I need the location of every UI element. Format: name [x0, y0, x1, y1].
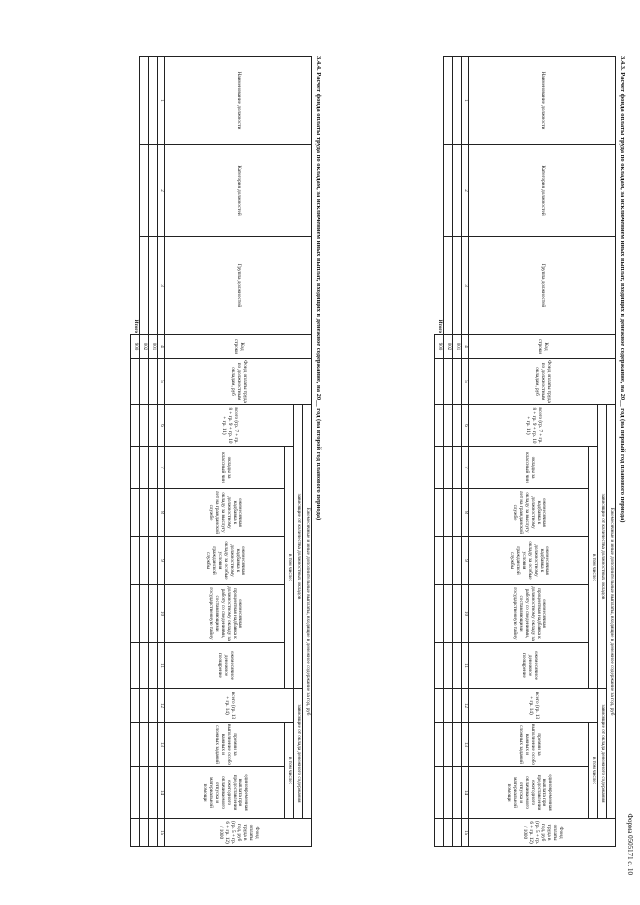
col-number: 10: [158, 585, 165, 643]
cell-position-name[interactable]: [453, 57, 462, 145]
col-number: 13: [158, 723, 165, 767]
cell-value[interactable]: [453, 643, 462, 689]
total-label: Итого: [436, 319, 442, 333]
col-number: 11: [158, 643, 165, 689]
col-number: 10: [462, 585, 469, 643]
cell-total[interactable]: [131, 723, 140, 767]
header-dependent-count: зависящие от количества должностных окладов: [598, 405, 607, 689]
cell-total[interactable]: [435, 689, 444, 723]
header-special-conditions: ежемесячная надбавка к должностному окладу за особые условия гражданской службы: [165, 537, 285, 585]
cell-total[interactable]: [435, 723, 444, 767]
cell-value[interactable]: [444, 537, 453, 585]
cell-total[interactable]: [131, 819, 140, 847]
row-code: 002: [140, 335, 149, 359]
cell-value[interactable]: [444, 489, 453, 537]
col-number: 5: [158, 359, 165, 405]
cell-value[interactable]: [140, 689, 149, 723]
col-number: 12: [158, 689, 165, 723]
cell-value[interactable]: [149, 447, 158, 489]
cell-value[interactable]: [444, 819, 453, 847]
header-vacation: единовременная выплата при предоставлении ежегодного оплачиваемого отпуска и материальной помощи: [165, 767, 285, 819]
total-row: [435, 57, 444, 847]
cell-value[interactable]: [149, 643, 158, 689]
header-incl-b: в том числе:: [589, 723, 598, 819]
table-row: [444, 57, 453, 847]
header-seniority: ежемесячная надбавка к должностному окладу за выслугу лет на гражданской службе: [165, 489, 285, 537]
col-number: 14: [462, 767, 469, 819]
cell-value[interactable]: [140, 767, 149, 819]
header-total-b: всего (гр. 13 + гр. 14): [469, 689, 598, 723]
cell-total[interactable]: [131, 537, 140, 585]
header-rank-pay: оклады за классный чин: [469, 447, 589, 489]
header-row-code: Код строки: [469, 335, 616, 359]
col-number: 9: [462, 537, 469, 585]
col-number: 8: [158, 489, 165, 537]
cell-value[interactable]: [444, 767, 453, 819]
header-special-tasks: премии за выполнение особо важных и сложных заданий: [165, 723, 285, 767]
cell-total[interactable]: [131, 689, 140, 723]
header-position-name: Наименование должности: [469, 57, 616, 145]
cell-value[interactable]: [140, 585, 149, 643]
header-salary-fund: Фонд оплаты труда по должностным окладам, руб: [165, 359, 312, 405]
cell-value[interactable]: [140, 723, 149, 767]
header-incl: в том числе:: [285, 447, 294, 689]
table-343: [434, 56, 616, 847]
table-344: [130, 56, 312, 847]
col-number: 12: [462, 689, 469, 723]
cell-value[interactable]: [444, 585, 453, 643]
cell-value[interactable]: [444, 723, 453, 767]
cell-value[interactable]: [140, 447, 149, 489]
cell-value[interactable]: [140, 405, 149, 447]
cell-value[interactable]: [149, 723, 158, 767]
cell-category[interactable]: [453, 145, 462, 237]
cell-value[interactable]: [149, 489, 158, 537]
cell-total[interactable]: [435, 819, 444, 847]
row-code: 001: [453, 335, 462, 359]
header-total-a: всего (гр. 7 + гр. 8 + гр. 9 + гр. 10 + гр. 11): [165, 405, 294, 447]
header-bonus: ежемесячное денежное поощрение: [469, 643, 589, 689]
col-number: 6: [462, 405, 469, 447]
header-dependent-count: зависящие от количества должностных окладов: [294, 405, 303, 689]
header-total-b: всего (гр. 13 + гр. 14): [165, 689, 294, 723]
header-position-category: Категория должностей: [469, 145, 616, 237]
col-number: 8: [462, 489, 469, 537]
cell-total[interactable]: [435, 643, 444, 689]
header-position-name: Наименование должности: [165, 57, 312, 145]
header-special-conditions: ежемесячная надбавка к должностному окладу за особые условия гражданской службы: [469, 537, 589, 585]
cell-total[interactable]: [131, 405, 140, 447]
header-vacation: единовременная выплата при предоставлении ежегодного оплачиваемого отпуска и материальной помощи: [469, 767, 589, 819]
col-number: 7: [158, 447, 165, 489]
col-number: 4: [462, 335, 469, 359]
table-row: [453, 57, 462, 847]
cell-value[interactable]: [453, 489, 462, 537]
cell-total[interactable]: [131, 585, 140, 643]
table-row: [149, 57, 158, 847]
total-code: 900: [435, 335, 444, 359]
cell-value[interactable]: [140, 537, 149, 585]
col-number: 4: [158, 335, 165, 359]
cell-total[interactable]: [131, 643, 140, 689]
col-number: 9: [158, 537, 165, 585]
header-row-code: Код строки: [165, 335, 312, 359]
header-state-secret: ежемесячная процентная надбавка к должностному окладу за работу со сведениями, составляющими государственную тайну: [469, 585, 589, 643]
cell-value[interactable]: [453, 767, 462, 819]
header-position-group: Группа должностей: [469, 237, 616, 335]
cell-total[interactable]: [435, 537, 444, 585]
header-incl-b: в том числе:: [285, 723, 294, 819]
header-fund-total: Фонд оплаты труда в год, руб (гр. 5 + гр. 6 + гр. 12) / 1000: [469, 819, 616, 847]
cell-value[interactable]: [453, 447, 462, 489]
total-row: [131, 57, 140, 847]
cell-value[interactable]: [149, 767, 158, 819]
col-number: 1: [158, 57, 165, 145]
cell-value[interactable]: [453, 689, 462, 723]
col-number: 2: [462, 145, 469, 237]
cell-value[interactable]: [453, 585, 462, 643]
col-number: 11: [462, 643, 469, 689]
cell-value[interactable]: [444, 689, 453, 723]
cell-position-name[interactable]: [149, 57, 158, 145]
total-label: Итого: [132, 319, 138, 333]
cell-value[interactable]: [444, 643, 453, 689]
header-seniority: ежемесячная надбавка к должностному окладу за выслугу лет на гражданской службе: [469, 489, 589, 537]
header-extra-payments: Ежемесячные и иные дополнительные выплаты, входящие в денежное содержание за год, руб: [303, 405, 312, 819]
cell-value[interactable]: [444, 359, 453, 405]
cell-total[interactable]: [435, 489, 444, 537]
header-salary-fund: Фонд оплаты труда по должностным окладам, руб: [469, 359, 616, 405]
cell-value[interactable]: [453, 819, 462, 847]
header-bonus: ежемесячное денежное поощрение: [165, 643, 285, 689]
cell-group[interactable]: [444, 237, 453, 335]
cell-category[interactable]: [140, 145, 149, 237]
cell-position-name[interactable]: [444, 57, 453, 145]
col-number: 7: [462, 447, 469, 489]
header-dependent-salary: зависящие от оклада денежного содержания: [294, 689, 303, 819]
cell-total[interactable]: [435, 359, 444, 405]
col-number: 1: [462, 57, 469, 145]
column-numbers-row: [462, 57, 469, 847]
cell-group[interactable]: [140, 237, 149, 335]
cell-total[interactable]: [435, 447, 444, 489]
col-number: 3: [158, 237, 165, 335]
section-title-344: 3.4.4. Расчет фонда оплаты труда по окладам, за исключением иных выплат, входящих в денежное содержание, на 20__ год (на второй год планового периода): [315, 56, 322, 521]
row-code: 002: [444, 335, 453, 359]
form-number: Форма 0505171 с. 10: [626, 813, 634, 875]
cell-total[interactable]: [435, 767, 444, 819]
col-number: 15: [158, 819, 165, 847]
cell-total[interactable]: [131, 359, 140, 405]
cell-category[interactable]: [149, 145, 158, 237]
cell-value[interactable]: [149, 819, 158, 847]
header-rank-pay: оклады за классный чин: [165, 447, 285, 489]
cell-total[interactable]: [435, 585, 444, 643]
col-number: 15: [462, 819, 469, 847]
cell-total[interactable]: [131, 489, 140, 537]
cell-value[interactable]: [453, 723, 462, 767]
header-position-group: Группа должностей: [165, 237, 312, 335]
col-number: 5: [462, 359, 469, 405]
total-code: 900: [131, 335, 140, 359]
cell-value[interactable]: [453, 537, 462, 585]
cell-total[interactable]: [131, 447, 140, 489]
header-special-tasks: премии за выполнение особо важных и сложных заданий: [469, 723, 589, 767]
cell-value[interactable]: [149, 537, 158, 585]
cell-category[interactable]: [444, 145, 453, 237]
cell-value[interactable]: [140, 489, 149, 537]
column-numbers-row: [158, 57, 165, 847]
cell-value[interactable]: [444, 447, 453, 489]
header-incl: в том числе:: [589, 447, 598, 689]
cell-value[interactable]: [140, 643, 149, 689]
cell-value[interactable]: [453, 359, 462, 405]
cell-value[interactable]: [149, 585, 158, 643]
header-dependent-salary: зависящие от оклада денежного содержания: [598, 689, 607, 819]
cell-total[interactable]: [131, 767, 140, 819]
cell-value[interactable]: [149, 359, 158, 405]
cell-group[interactable]: [453, 237, 462, 335]
col-number: 13: [462, 723, 469, 767]
header-total-a: всего (гр. 7 + гр. 8 + гр. 9 + гр. 10 + гр. 11): [469, 405, 598, 447]
header-fund-total: Фонд оплаты труда в год, руб (гр. 5 + гр. 6 + гр. 12) / 1000: [165, 819, 312, 847]
cell-value[interactable]: [149, 689, 158, 723]
row-code: 001: [149, 335, 158, 359]
header-position-category: Категория должностей: [165, 145, 312, 237]
col-number: 14: [158, 767, 165, 819]
cell-value[interactable]: [444, 405, 453, 447]
header-extra-payments: Ежемесячные и иные дополнительные выплаты, входящие в денежное содержание за год, руб: [607, 405, 616, 819]
section-title-343: 3.4.3. Расчет фонда оплаты труда по окладам, за исключением иных выплат, входящих в денежное содержание, на 20__ год (на первый год планового периода): [619, 56, 626, 523]
cell-value[interactable]: [140, 359, 149, 405]
col-number: 2: [158, 145, 165, 237]
cell-position-name[interactable]: [140, 57, 149, 145]
col-number: 3: [462, 237, 469, 335]
cell-value[interactable]: [149, 405, 158, 447]
header-state-secret: ежемесячная процентная надбавка к должностному окладу за работу со сведениями, составляющими государственную тайну: [165, 585, 285, 643]
cell-value[interactable]: [453, 405, 462, 447]
cell-total[interactable]: [435, 405, 444, 447]
cell-value[interactable]: [140, 819, 149, 847]
cell-group[interactable]: [149, 237, 158, 335]
col-number: 6: [158, 405, 165, 447]
table-row: [140, 57, 149, 847]
